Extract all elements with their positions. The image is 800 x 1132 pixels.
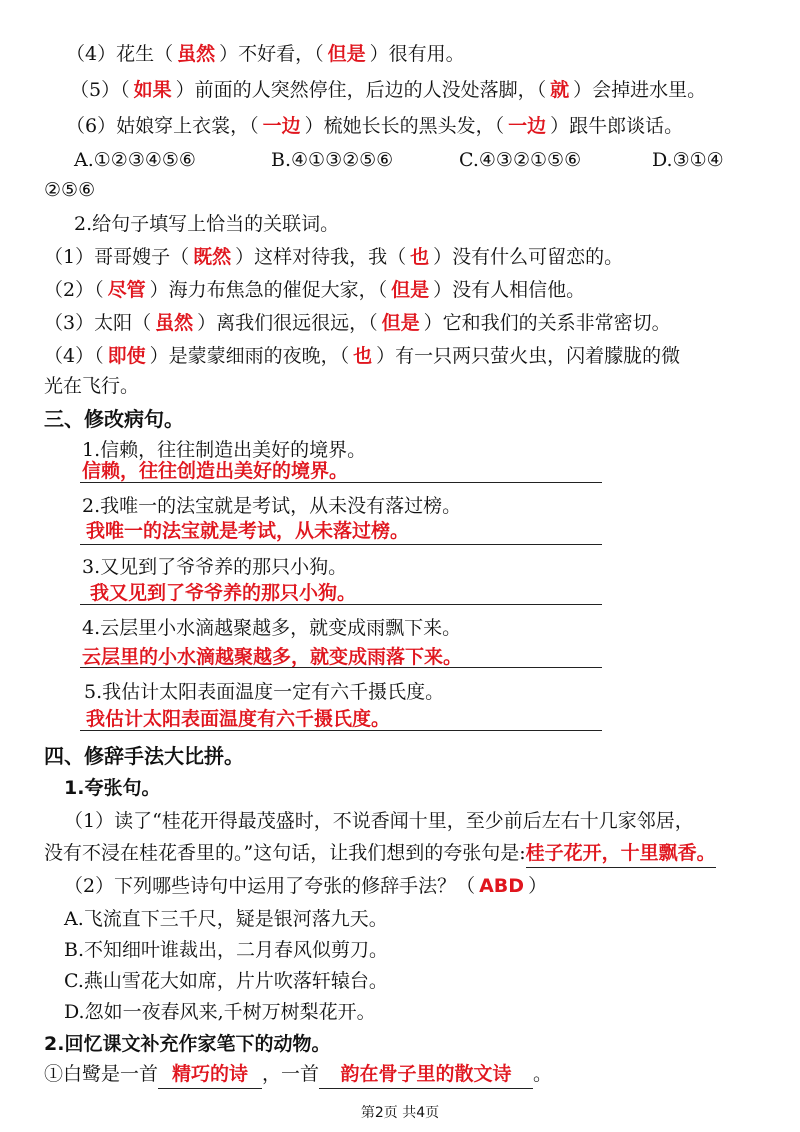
q1-item-6: （6）姑娘穿上衣裳，（ 一边 ）梳她长长的黑头发，（ 一边 ）跟牛郎谈话。 [66,115,684,137]
answer: 但是 [391,279,430,301]
answer: 韵在骨子里的散文诗 [319,1060,533,1089]
poem-b: B.不知细叶谁裁出，二月春风似剪刀。 [64,939,389,961]
answer: 也 [410,246,430,268]
option-d-cont: ②⑤⑥ [44,179,96,201]
q2-item-3: （3）太阳（ 虽然 ）离我们很远很远，（ 但是 ）它和我们的关系非常密切。 [44,312,671,334]
answer-rule [80,730,602,731]
subsection-2-title: 2.回忆课文补充作家笔下的动物。 [44,1033,331,1055]
answer: 虽然 [177,43,216,65]
page-footer: 第2页 共4页 [360,1105,440,1121]
answer: 即使 [107,345,146,367]
answer-rule [80,667,602,668]
answer: 也 [353,345,373,367]
sentence-question: 2.我唯一的法宝就是考试，从未没有落过榜。 [82,495,462,517]
answer: 精巧的诗 [158,1060,262,1089]
answer: 桂子花开，十里飘香。 [526,839,716,868]
answer: 一边 [262,115,301,137]
option-c: C.④③②①⑤⑥ [459,149,582,171]
answer-rule [80,482,602,483]
answer: 一边 [508,115,547,137]
answer-rule [80,604,602,605]
para-1-line-1: （1）读了“桂花开得最茂盛时，不说香闻十里，至少前后左右十几家邻居， [64,810,694,832]
answer: 但是 [327,43,366,65]
answer: 虽然 [155,312,194,334]
option-d: D.③①④ [652,149,724,171]
option-b: B.④①③②⑤⑥ [271,149,394,171]
q2-title: 2.给句子填写上恰当的关联词。 [74,213,340,235]
poem-c: C.燕山雪花大如席，片片吹落轩辕台。 [64,970,388,992]
subsection-1-title: 1.夸张句。 [64,777,161,799]
para-2: （2）下列哪些诗句中运用了夸张的修辞手法？（ ABD ） [64,875,548,897]
sentence-answer: 信赖，往往创造出美好的境界。 [82,460,349,482]
sentence-answer: 我估计太阳表面温度有六千摄氏度。 [86,708,391,730]
answer: ABD [479,875,525,897]
sentence-question: 4.云层里小水滴越聚越多，就变成雨飘下来。 [82,617,462,639]
answer: 尽管 [107,279,146,301]
section-4-title: 四、修辞手法大比拼。 [44,744,244,768]
answer: 既然 [193,246,232,268]
sentence-answer: 云层里的小水滴越聚越多，就变成雨落下来。 [82,646,463,668]
sentence-question: 3.又见到了爷爷养的那只小狗。 [82,556,348,578]
q2-item-4-cont: 光在飞行。 [44,375,140,397]
section-3-title: 三、修改病句。 [44,407,184,431]
answer: 如果 [133,79,172,101]
option-a: A.①②③④⑤⑥ [74,149,196,171]
q2-item-1: （1）哥哥嫂子（ 既然 ）这样对待我，我（ 也 ）没有什么可留恋的。 [44,246,624,268]
q1-item-4: （4）花生（ 虽然 ）不好看，（ 但是 ）很有用。 [66,43,465,65]
para-1-line-2: 没有不浸在桂花香里的。”这句话，让我们想到的夸张句是:桂子花开，十里飘香。 [44,839,716,868]
sentence-question: 1.信赖，往往制造出美好的境界。 [82,439,367,461]
poem-d: D.忽如一夜春风来,千树万树梨花开。 [64,1001,376,1023]
answer: 就 [550,79,570,101]
q2-item-4: （4）（ 即使 ）是蒙蒙细雨的夜晚，（ 也 ）有一只两只萤火虫，闪着朦胧的微 [44,345,681,367]
poem-a: A.飞流直下三千尺，疑是银河落九天。 [64,908,388,930]
answer-rule [80,544,602,545]
fill-line-egret: ①白鹭是一首 精巧的诗 ，一首 韵在骨子里的散文诗 。 [44,1060,552,1089]
sentence-answer: 我又见到了爷爷养的那只小狗。 [90,582,357,604]
answer: 但是 [381,312,420,334]
q2-item-2: （2）（ 尽管 ）海力布焦急的催促大家，（ 但是 ）没有人相信他。 [44,279,586,301]
sentence-answer: 我唯一的法宝就是考试，从未落过榜。 [86,520,410,542]
sentence-question: 5.我估计太阳表面温度一定有六千摄氏度。 [84,681,445,703]
q1-item-5: （5）（ 如果 ）前面的人突然停住，后边的人没处落脚，（ 就 ）会掉进水里。 [70,79,707,101]
